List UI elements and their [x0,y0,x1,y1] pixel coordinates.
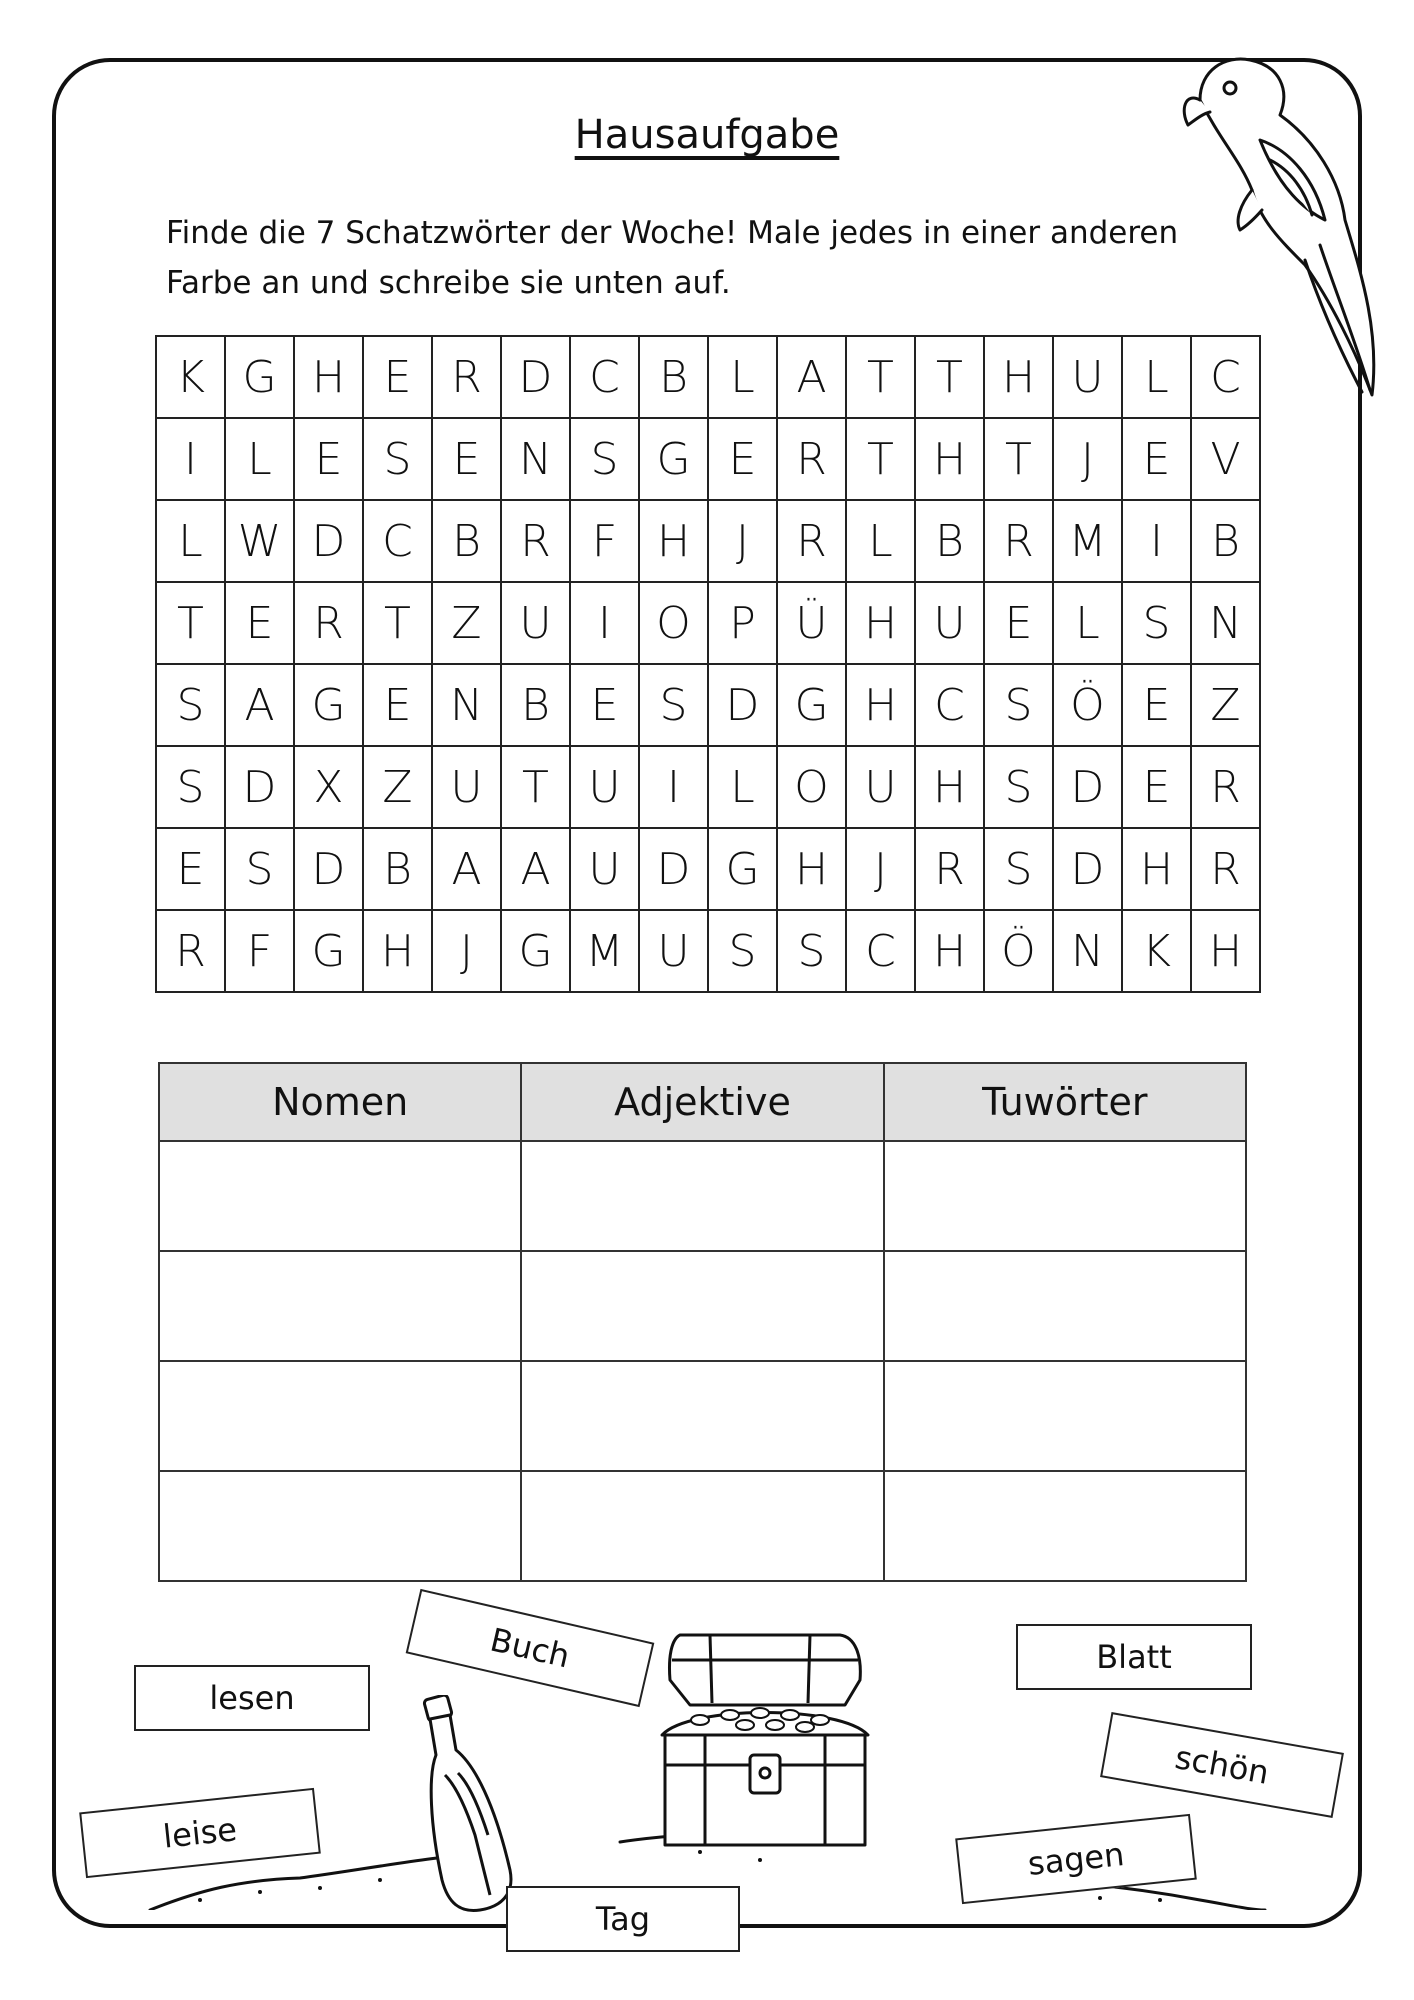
grid-letter-cell[interactable]: U [915,582,984,664]
grid-letter-cell[interactable]: T [363,582,432,664]
grid-letter-cell[interactable]: S [984,828,1053,910]
grid-letter-cell[interactable]: L [846,500,915,582]
grid-letter-cell[interactable]: L [708,746,777,828]
header-nomen: Nomen [159,1063,521,1141]
grid-letter-cell[interactable]: I [1122,500,1191,582]
grid-letter-cell[interactable]: G [294,664,363,746]
word-card-tag[interactable] [506,1886,740,1952]
word-card-label: Buch [486,1620,574,1676]
grid-letter-cell[interactable]: E [708,418,777,500]
grid-letter-cell[interactable]: E [1122,746,1191,828]
grid-letter-cell[interactable]: Ö [984,910,1053,992]
grid-letter-cell[interactable]: M [1053,500,1122,582]
grid-letter-cell[interactable]: R [501,500,570,582]
answer-cell[interactable] [884,1141,1246,1251]
grid-letter-cell[interactable]: E [570,664,639,746]
grid-letter-cell[interactable]: J [432,910,501,992]
table-row [159,1141,1246,1251]
answer-cell[interactable] [521,1251,883,1361]
grid-letter-cell[interactable]: M [570,910,639,992]
grid-letter-cell[interactable]: T [984,418,1053,500]
answer-cell[interactable] [159,1361,521,1471]
grid-letter-cell[interactable]: G [708,828,777,910]
grid-letter-cell[interactable]: S [1122,582,1191,664]
grid-letter-cell[interactable]: J [1053,418,1122,500]
grid-letter-cell[interactable]: D [1053,828,1122,910]
header-tuwoerter: Tuwörter [884,1063,1246,1141]
grid-letter-cell[interactable]: H [915,746,984,828]
answer-cell[interactable] [521,1361,883,1471]
grid-letter-cell[interactable]: G [777,664,846,746]
grid-letter-cell[interactable]: G [294,910,363,992]
grid-letter-cell[interactable]: E [294,418,363,500]
grid-letter-cell[interactable]: H [846,582,915,664]
instructions [166,208,1266,308]
grid-letter-cell[interactable]: E [225,582,294,664]
grid-letter-cell[interactable]: T [156,582,225,664]
grid-letter-cell[interactable]: G [225,336,294,418]
grid-letter-cell[interactable]: U [1053,336,1122,418]
grid-letter-cell[interactable]: R [777,418,846,500]
grid-letter-cell[interactable]: S [363,418,432,500]
grid-letter-cell[interactable]: B [363,828,432,910]
grid-letter-cell[interactable]: O [777,746,846,828]
grid-letter-cell[interactable]: R [915,828,984,910]
grid-letter-cell[interactable]: U [846,746,915,828]
table-row [159,1471,1246,1581]
grid-letter-cell[interactable]: U [570,746,639,828]
grid-letter-cell[interactable]: S [984,746,1053,828]
grid-letter-cell[interactable]: H [846,664,915,746]
grid-letter-cell[interactable]: T [846,418,915,500]
grid-letter-cell[interactable]: R [1191,828,1260,910]
grid-letter-cell[interactable]: A [777,336,846,418]
grid-letter-cell[interactable]: U [639,910,708,992]
answer-cell[interactable] [159,1471,521,1581]
grid-letter-cell[interactable]: C [1191,336,1260,418]
grid-letter-cell[interactable]: L [708,336,777,418]
grid-letter-cell[interactable]: U [432,746,501,828]
grid-letter-cell[interactable]: T [915,336,984,418]
message-bottle-icon [400,1695,530,1915]
grid-letter-cell[interactable]: H [984,336,1053,418]
grid-row [156,582,1260,664]
grid-letter-cell[interactable]: I [570,582,639,664]
grid-letter-cell[interactable]: A [225,664,294,746]
grid-letter-cell[interactable]: R [294,582,363,664]
grid-letter-cell[interactable]: S [156,746,225,828]
grid-letter-cell[interactable]: H [915,910,984,992]
grid-row [156,664,1260,746]
grid-letter-cell[interactable]: B [915,500,984,582]
grid-letter-cell[interactable]: V [1191,418,1260,500]
grid-letter-cell[interactable]: L [1122,336,1191,418]
grid-letter-cell[interactable]: C [846,910,915,992]
grid-row [156,828,1260,910]
treasure-chest-icon [650,1625,880,1855]
word-card-blatt[interactable] [1016,1624,1252,1690]
grid-letter-cell[interactable]: N [1191,582,1260,664]
answer-cell[interactable] [884,1251,1246,1361]
grid-letter-cell[interactable]: H [363,910,432,992]
answer-cell[interactable] [884,1471,1246,1581]
grid-letter-cell[interactable]: N [432,664,501,746]
grid-letter-cell[interactable]: G [501,910,570,992]
grid-letter-cell[interactable]: B [1191,500,1260,582]
grid-letter-cell[interactable]: H [1122,828,1191,910]
grid-letter-cell[interactable]: H [294,336,363,418]
grid-letter-cell[interactable]: D [225,746,294,828]
grid-letter-cell[interactable]: S [984,664,1053,746]
grid-letter-cell[interactable]: O [639,582,708,664]
grid-letter-cell[interactable]: E [1122,418,1191,500]
header-adjektive: Adjektive [521,1063,883,1141]
grid-letter-cell[interactable]: E [1122,664,1191,746]
answer-cell[interactable] [521,1471,883,1581]
grid-letter-cell[interactable]: H [915,418,984,500]
grid-letter-cell[interactable]: D [294,500,363,582]
grid-letter-cell[interactable]: D [639,828,708,910]
answer-cell[interactable] [884,1361,1246,1471]
grid-letter-cell[interactable]: S [570,418,639,500]
word-search-grid [155,335,1261,993]
grid-letter-cell[interactable]: J [708,500,777,582]
grid-letter-cell[interactable]: D [294,828,363,910]
grid-letter-cell[interactable]: E [432,418,501,500]
grid-letter-cell[interactable]: W [225,500,294,582]
grid-letter-cell[interactable]: K [156,336,225,418]
grid-letter-cell[interactable]: E [363,336,432,418]
grid-letter-cell[interactable]: D [1053,746,1122,828]
word-card-label: leise [161,1810,239,1856]
word-card-label: lesen [209,1679,295,1717]
grid-letter-cell[interactable]: A [432,828,501,910]
grid-letter-cell[interactable]: J [846,828,915,910]
word-card-lesen[interactable] [134,1665,370,1731]
grid-row [156,418,1260,500]
grid-letter-cell[interactable]: K [1122,910,1191,992]
instruction-line-1: Finde die 7 Schatzwörter der Woche! Male jedes in einer anderen [166,215,1179,251]
word-card-label: Tag [595,1900,651,1938]
grid-letter-cell[interactable]: S [225,828,294,910]
grid-letter-cell[interactable]: R [156,910,225,992]
page-title: Hausaufgabe [574,112,840,158]
grid-letter-cell[interactable]: S [777,910,846,992]
grid-letter-cell[interactable]: S [639,664,708,746]
grid-letter-cell[interactable]: F [570,500,639,582]
grid-row [156,746,1260,828]
answer-cell[interactable] [521,1141,883,1251]
word-card-label: Blatt [1096,1638,1172,1676]
grid-letter-cell[interactable]: L [156,500,225,582]
grid-letter-cell[interactable]: C [915,664,984,746]
grid-letter-cell[interactable]: N [1053,910,1122,992]
grid-letter-cell[interactable]: H [777,828,846,910]
word-card-label: schön [1172,1738,1272,1792]
grid-letter-cell[interactable]: N [501,418,570,500]
table-row [159,1251,1246,1361]
grid-letter-cell[interactable]: Z [363,746,432,828]
sorting-table [158,1062,1247,1582]
grid-letter-cell[interactable]: L [225,418,294,500]
grid-letter-cell[interactable]: D [501,336,570,418]
grid-letter-cell[interactable]: B [501,664,570,746]
grid-letter-cell[interactable]: B [432,500,501,582]
answer-cell[interactable] [159,1141,521,1251]
grid-letter-cell[interactable]: A [501,828,570,910]
grid-letter-cell[interactable]: T [501,746,570,828]
grid-letter-cell[interactable]: R [432,336,501,418]
grid-letter-cell[interactable]: E [156,828,225,910]
grid-letter-cell[interactable]: Z [432,582,501,664]
grid-letter-cell[interactable]: R [984,500,1053,582]
grid-letter-cell[interactable]: G [639,418,708,500]
grid-letter-cell[interactable]: P [708,582,777,664]
grid-letter-cell[interactable]: D [708,664,777,746]
grid-row [156,336,1260,418]
grid-letter-cell[interactable]: L [1053,582,1122,664]
table-row [159,1361,1246,1471]
grid-letter-cell[interactable]: I [639,746,708,828]
grid-letter-cell[interactable]: I [156,418,225,500]
grid-letter-cell[interactable]: Ö [1053,664,1122,746]
grid-letter-cell[interactable]: H [639,500,708,582]
grid-letter-cell[interactable]: E [363,664,432,746]
grid-letter-cell[interactable]: Z [1191,664,1260,746]
grid-letter-cell[interactable]: R [777,500,846,582]
answer-cell[interactable] [159,1251,521,1361]
grid-letter-cell[interactable]: Ü [777,582,846,664]
grid-letter-cell[interactable]: S [156,664,225,746]
grid-letter-cell[interactable]: X [294,746,363,828]
grid-row [156,500,1260,582]
word-card-label: sagen [1025,1835,1127,1883]
grid-letter-cell[interactable]: F [225,910,294,992]
grid-row [156,910,1260,992]
grid-letter-cell[interactable]: H [1191,910,1260,992]
instruction-line-2: Farbe an und schreibe sie unten auf. [166,265,731,301]
grid-letter-cell[interactable]: C [363,500,432,582]
grid-letter-cell[interactable]: C [570,336,639,418]
grid-letter-cell[interactable]: R [1191,746,1260,828]
grid-letter-cell[interactable]: T [846,336,915,418]
grid-letter-cell[interactable]: B [639,336,708,418]
grid-letter-cell[interactable]: U [570,828,639,910]
grid-letter-cell[interactable]: S [708,910,777,992]
grid-letter-cell[interactable]: U [501,582,570,664]
grid-letter-cell[interactable]: E [984,582,1053,664]
